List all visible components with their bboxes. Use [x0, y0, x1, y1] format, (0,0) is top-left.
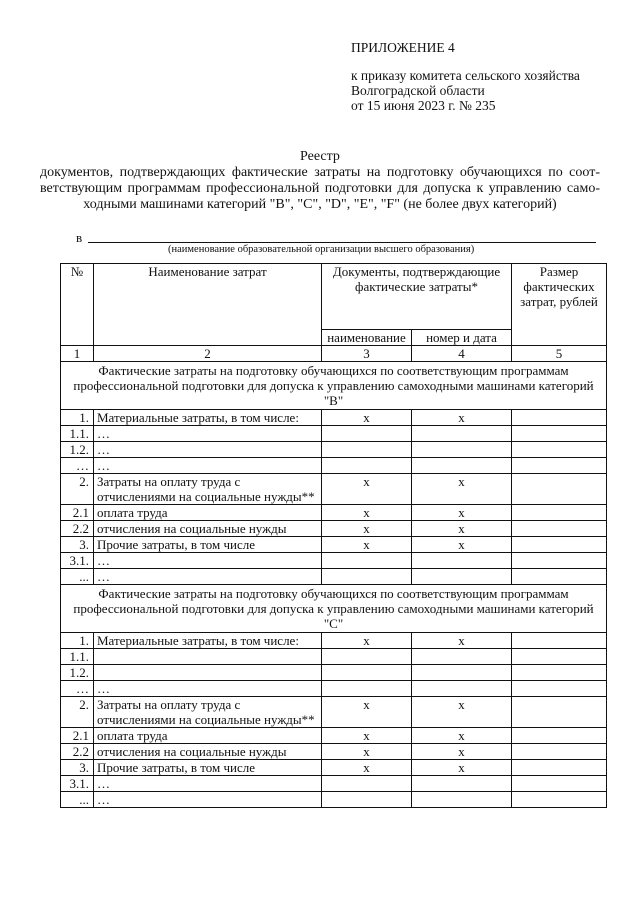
row-doc-numdate: x [412, 521, 512, 537]
row-name: … [94, 553, 322, 569]
row-number: ... [61, 569, 94, 585]
row-doc-name [322, 665, 412, 681]
column-number: 2 [94, 346, 322, 362]
row-number: 2.2 [61, 521, 94, 537]
table-row [61, 505, 607, 521]
row-doc-numdate [412, 442, 512, 458]
table-row [61, 521, 607, 537]
section-header-row [61, 585, 607, 633]
row-doc-name [322, 776, 412, 792]
row-amount [512, 426, 607, 442]
row-doc-numdate: x [412, 474, 512, 505]
title-word: Реестр [300, 149, 340, 164]
table-row [61, 474, 607, 505]
row-doc-numdate: x [412, 505, 512, 521]
row-amount [512, 442, 607, 458]
row-amount [512, 665, 607, 681]
row-name: … [94, 458, 322, 474]
table-row [61, 728, 607, 744]
row-amount [512, 776, 607, 792]
row-doc-numdate [412, 776, 512, 792]
column-number-row [61, 346, 607, 362]
row-number: 3.1. [61, 553, 94, 569]
header-num: № [61, 264, 94, 346]
row-doc-name [322, 569, 412, 585]
row-number: 2. [61, 697, 94, 728]
org-name-line [88, 242, 596, 243]
row-name: отчисления на социальные нужды [94, 744, 322, 760]
section-title: Фактические затраты на подготовку обучающихся по соответствующим программам профессиональной подготовки для допуска к управлению самоходными машинами категорий "С" [61, 585, 607, 633]
header-docs: Документы, подтверждающие фактические затраты* [322, 264, 512, 330]
row-amount [512, 569, 607, 585]
row-doc-numdate: x [412, 410, 512, 426]
row-doc-name: x [322, 633, 412, 649]
row-name: Прочие затраты, в том числе [94, 537, 322, 553]
header-name: Наименование затрат [94, 264, 322, 346]
row-name [94, 665, 322, 681]
document-title [40, 149, 600, 213]
row-doc-name [322, 442, 412, 458]
row-number: 1. [61, 410, 94, 426]
column-number: 1 [61, 346, 94, 362]
table-row [61, 665, 607, 681]
row-number: 2.1 [61, 505, 94, 521]
row-amount [512, 458, 607, 474]
row-amount [512, 649, 607, 665]
column-number: 3 [322, 346, 412, 362]
row-amount [512, 633, 607, 649]
table-row [61, 410, 607, 426]
row-doc-numdate [412, 649, 512, 665]
row-number: 3.1. [61, 776, 94, 792]
row-name [94, 649, 322, 665]
row-name: … [94, 442, 322, 458]
row-name: … [94, 426, 322, 442]
row-name: … [94, 776, 322, 792]
section-title: Фактические затраты на подготовку обучающихся по соответствующим программам профессиональной подготовки для допуска к управлению самоходными машинами категорий "В" [61, 362, 607, 410]
row-name: … [94, 569, 322, 585]
row-amount [512, 728, 607, 744]
row-doc-name: x [322, 410, 412, 426]
row-name: Затраты на оплату труда с отчислениями на социальные нужды** [94, 474, 322, 505]
row-name: Затраты на оплату труда с отчислениями на социальные нужды** [94, 697, 322, 728]
table-row [61, 442, 607, 458]
row-name: оплата труда [94, 505, 322, 521]
row-doc-numdate [412, 553, 512, 569]
row-name: Материальные затраты, в том числе: [94, 410, 322, 426]
table-row [61, 697, 607, 728]
table-row [61, 744, 607, 760]
header-amount: Размер фактических затрат, рублей [512, 264, 607, 346]
appendix-line-2: Волгоградской области [351, 83, 485, 98]
table-row [61, 649, 607, 665]
row-doc-numdate: x [412, 760, 512, 776]
row-name: Материальные затраты, в том числе: [94, 633, 322, 649]
appendix-heading: ПРИЛОЖЕНИЕ 4 [351, 40, 455, 55]
header-row [61, 264, 607, 330]
row-number: … [61, 681, 94, 697]
row-number: ... [61, 792, 94, 808]
row-doc-numdate [412, 426, 512, 442]
row-amount [512, 521, 607, 537]
row-number: 2.2 [61, 744, 94, 760]
header-doc-name: наименование [322, 330, 412, 346]
column-number: 5 [512, 346, 607, 362]
row-amount [512, 537, 607, 553]
row-number: 1.1. [61, 426, 94, 442]
row-doc-name [322, 792, 412, 808]
row-amount [512, 474, 607, 505]
row-doc-numdate [412, 665, 512, 681]
row-name: Прочие затраты, в том числе [94, 760, 322, 776]
row-doc-numdate [412, 458, 512, 474]
row-amount [512, 697, 607, 728]
section-header-row [61, 362, 607, 410]
appendix-line-3: от 15 июня 2023 г. № 235 [351, 98, 496, 113]
row-amount [512, 410, 607, 426]
row-doc-numdate: x [412, 697, 512, 728]
title-body: документов, подтверждающих фактические затраты на подготовку обучающихся по соот-ветствующим программам профессиональной подготовки для допуска к управлению само-ходными машинами категорий "B", "C", "D", "E", "F" (не более двух категорий) [40, 165, 600, 212]
row-doc-name: x [322, 474, 412, 505]
table-row [61, 792, 607, 808]
row-doc-name: x [322, 728, 412, 744]
row-number: … [61, 458, 94, 474]
row-amount [512, 744, 607, 760]
row-name: отчисления на социальные нужды [94, 521, 322, 537]
row-doc-name [322, 649, 412, 665]
row-number: 1. [61, 633, 94, 649]
row-amount [512, 505, 607, 521]
row-amount [512, 681, 607, 697]
row-doc-numdate: x [412, 728, 512, 744]
table-row [61, 633, 607, 649]
row-doc-numdate [412, 792, 512, 808]
row-doc-name: x [322, 505, 412, 521]
row-doc-numdate: x [412, 537, 512, 553]
registry-table-body [61, 264, 607, 808]
table-row [61, 569, 607, 585]
row-doc-name: x [322, 697, 412, 728]
row-doc-name: x [322, 744, 412, 760]
org-prefix: в [76, 230, 83, 245]
table-row [61, 458, 607, 474]
table-row [61, 426, 607, 442]
row-doc-numdate: x [412, 633, 512, 649]
registry-table [60, 263, 607, 808]
row-name: … [94, 681, 322, 697]
row-doc-name: x [322, 521, 412, 537]
row-number: 2.1 [61, 728, 94, 744]
appendix-block [351, 40, 580, 113]
table-row [61, 681, 607, 697]
row-name: оплата труда [94, 728, 322, 744]
row-doc-name [322, 458, 412, 474]
row-doc-numdate [412, 569, 512, 585]
row-amount [512, 792, 607, 808]
row-doc-numdate [412, 681, 512, 697]
table-row [61, 760, 607, 776]
row-doc-name [322, 681, 412, 697]
column-number: 4 [412, 346, 512, 362]
row-name: … [94, 792, 322, 808]
row-number: 1.2. [61, 442, 94, 458]
table-row [61, 776, 607, 792]
table-row [61, 553, 607, 569]
table-row [61, 537, 607, 553]
row-doc-numdate: x [412, 744, 512, 760]
row-number: 3. [61, 760, 94, 776]
row-number: 3. [61, 537, 94, 553]
row-number: 1.2. [61, 665, 94, 681]
org-hint: (наименование образовательной организации высшего образования) [168, 244, 475, 255]
row-doc-name: x [322, 760, 412, 776]
row-doc-name [322, 553, 412, 569]
row-amount [512, 760, 607, 776]
header-doc-numdate: номер и дата [412, 330, 512, 346]
row-number: 1.1. [61, 649, 94, 665]
row-number: 2. [61, 474, 94, 505]
row-amount [512, 553, 607, 569]
row-doc-name [322, 426, 412, 442]
appendix-line-1: к приказу комитета сельского хозяйства [351, 68, 580, 83]
row-doc-name: x [322, 537, 412, 553]
